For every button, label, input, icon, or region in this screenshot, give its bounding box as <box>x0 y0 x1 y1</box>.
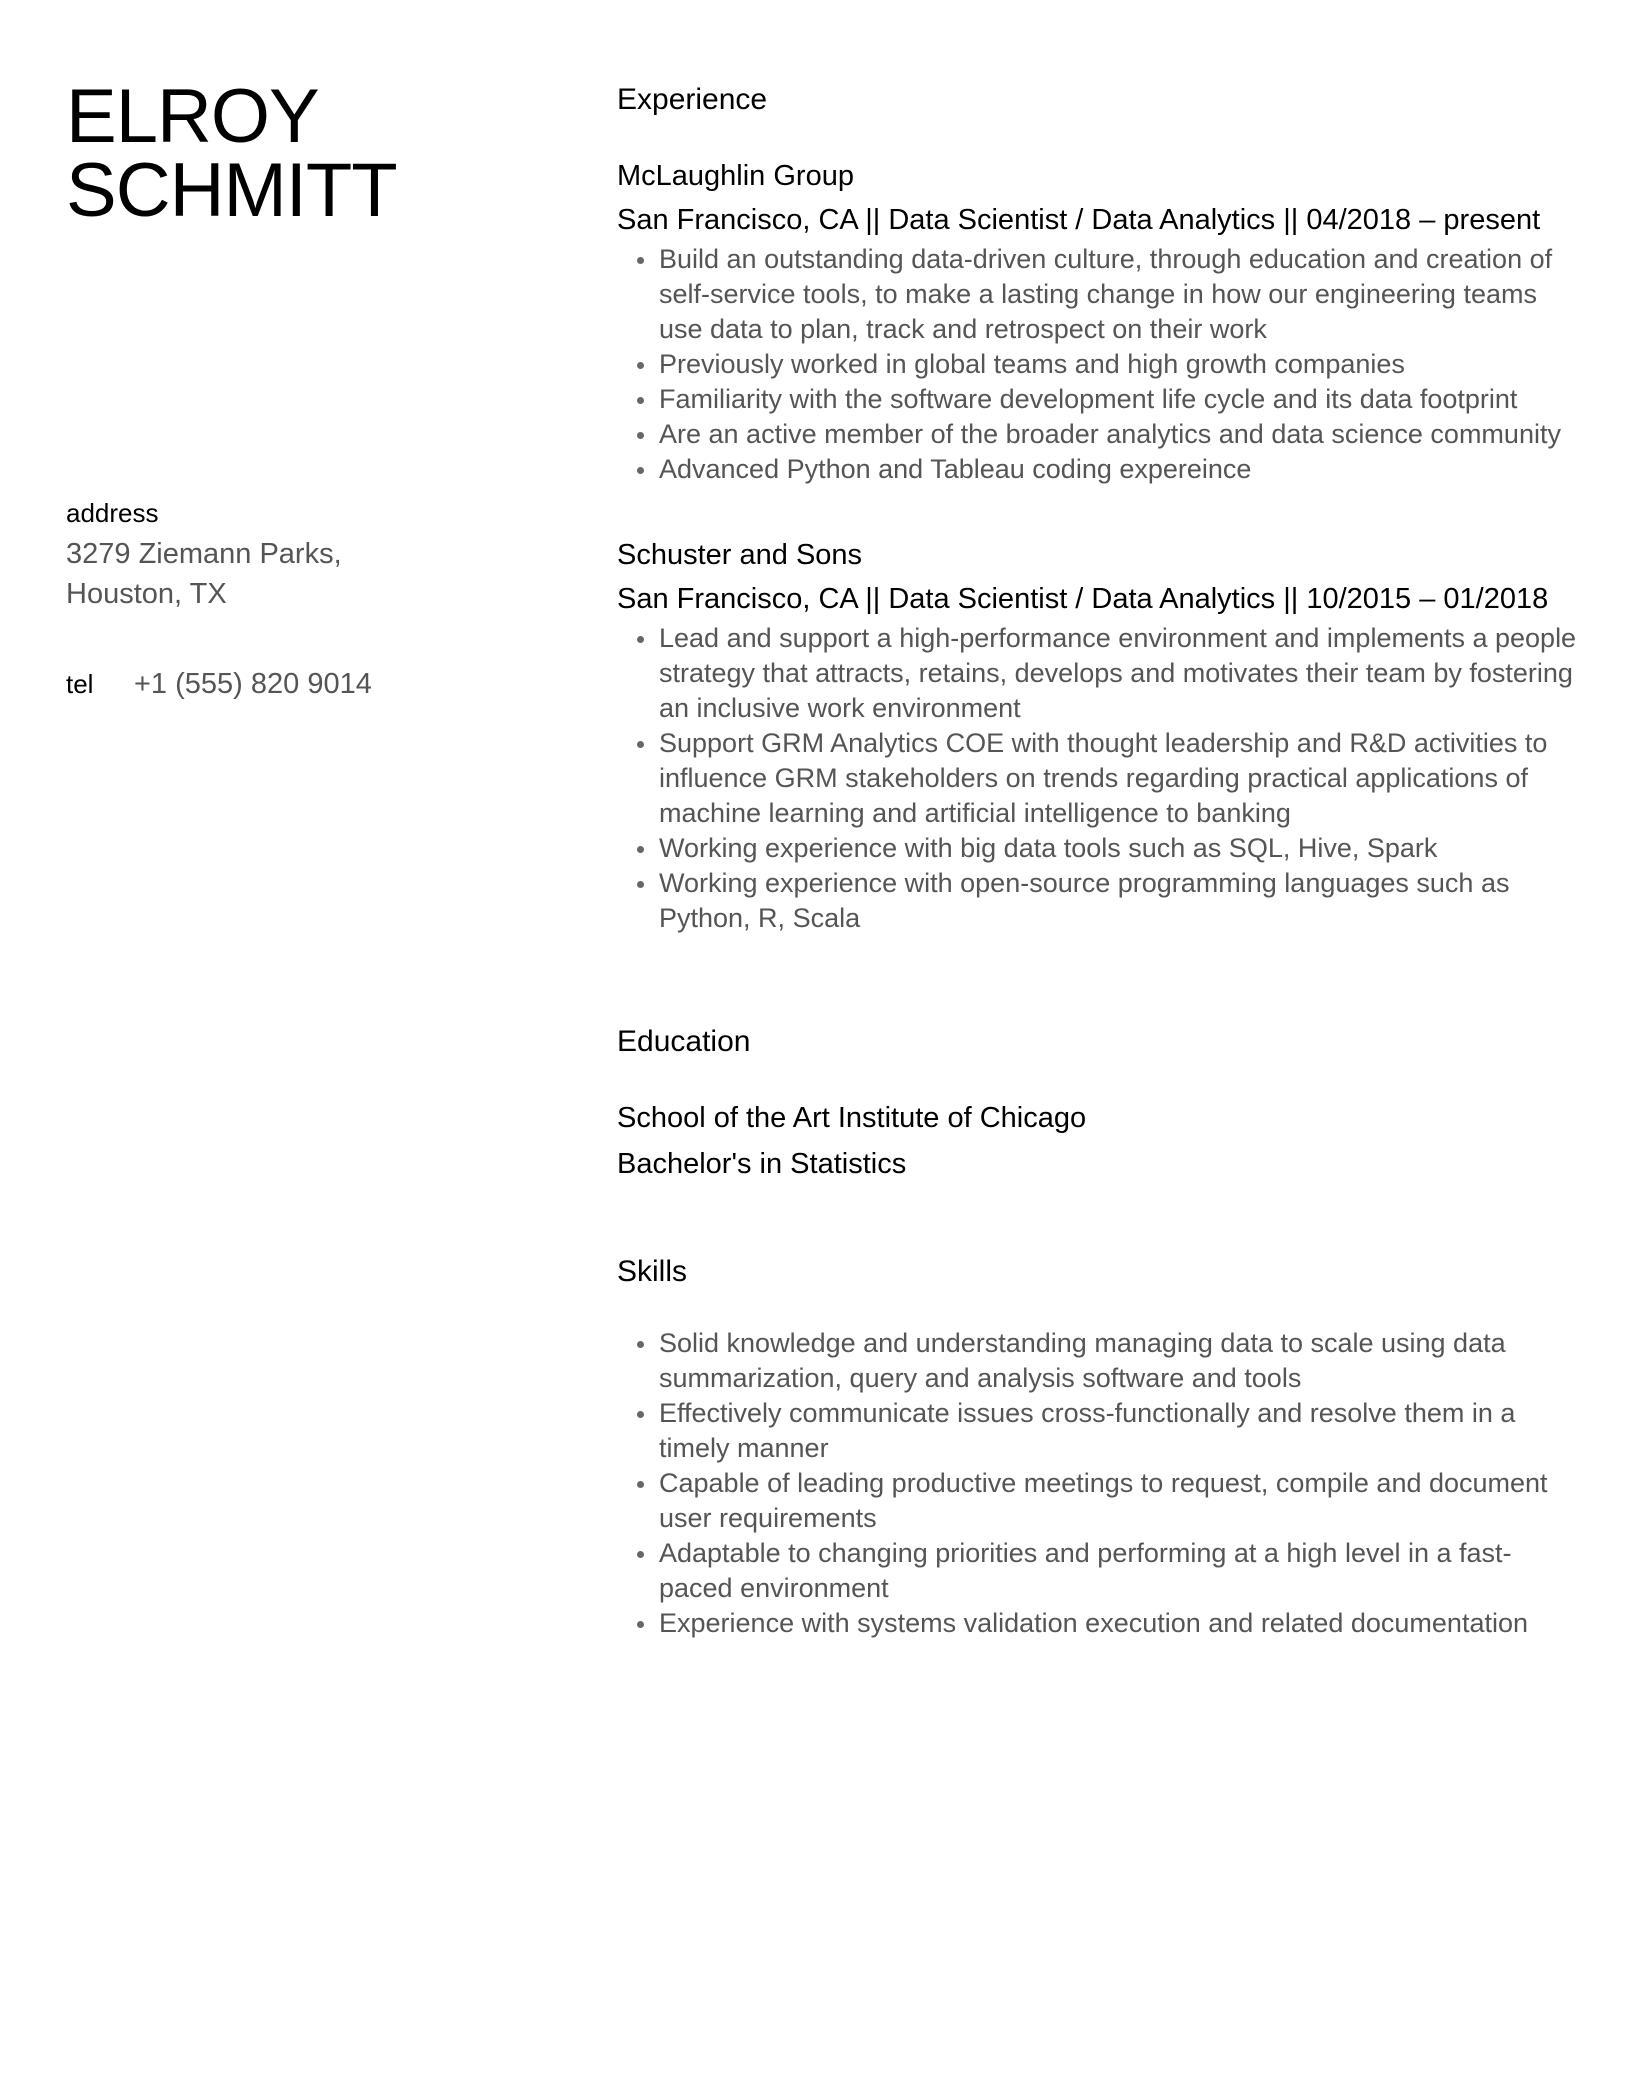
tel-value: +1 (555) 820 9014 <box>134 668 372 700</box>
job-entry <box>617 535 1577 936</box>
education-school: School of the Art Institute of Chicago <box>617 1102 1087 1134</box>
tel-row <box>66 664 372 704</box>
list-item: Experience with systems validation execution and related documentation <box>659 1606 1577 1641</box>
job-meta: San Francisco, CA || Data Scientist / Data Analytics || 10/2015 – 01/2018 <box>617 583 1549 615</box>
list-item: Lead and support a high-performance environment and implements a people strategy that attracts, retains, develops and motivates their team by fostering an inclusive work environment <box>659 621 1577 726</box>
experience-title: Experience <box>617 83 768 116</box>
list-item: Capable of leading productive meetings to request, compile and document user requirements <box>659 1466 1577 1536</box>
education-degree: Bachelor's in Statistics <box>617 1148 907 1180</box>
job-company: Schuster and Sons <box>617 539 863 571</box>
list-item: Support GRM Analytics COE with thought leadership and R&D activities to influence GRM stakeholders on trends regarding practical applications of machine learning and artificial intelligence to banking <box>659 726 1577 831</box>
list-item: Familiarity with the software development life cycle and its data footprint <box>659 382 1577 417</box>
job-company: McLaughlin Group <box>617 160 854 192</box>
list-item: Previously worked in global teams and high growth companies <box>659 347 1577 382</box>
job-entry <box>617 156 1577 487</box>
first-name: ELROY <box>66 74 319 159</box>
education-title: Education <box>617 1025 751 1058</box>
person-name <box>66 74 546 233</box>
list-item: Adaptable to changing priorities and performing at a high level in a fast-paced environment <box>659 1536 1577 1606</box>
skills-title: Skills <box>617 1255 688 1288</box>
job-bullets <box>617 621 1577 936</box>
list-item: Build an outstanding data-driven culture, through education and creation of self-service tools, to make a lasting change in how our engineering teams use data to plan, track and retrospect on their work <box>659 242 1577 347</box>
list-item: Effectively communicate issues cross-functionally and resolve them in a timely manner <box>659 1396 1577 1466</box>
list-item: Working experience with big data tools such as SQL, Hive, Spark <box>659 831 1577 866</box>
job-bullets <box>617 242 1577 487</box>
main-content <box>617 80 1577 1641</box>
skills-list <box>617 1326 1577 1641</box>
list-item: Are an active member of the broader analytics and data science community <box>659 417 1577 452</box>
name-block <box>66 74 546 233</box>
list-item: Solid knowledge and understanding managing data to scale using data summarization, query and analysis software and tools <box>659 1326 1577 1396</box>
education-entry <box>617 1098 1577 1184</box>
address-line-1: 3279 Ziemann Parks, <box>66 538 342 570</box>
job-meta: San Francisco, CA || Data Scientist / Data Analytics || 04/2018 – present <box>617 204 1541 236</box>
address-label: address <box>66 498 159 528</box>
list-item: Working experience with open-source programming languages such as Python, R, Scala <box>659 866 1577 936</box>
last-name: SCHMITT <box>66 148 397 233</box>
address-line-2: Houston, TX <box>66 578 227 610</box>
list-item: Advanced Python and Tableau coding expereince <box>659 452 1577 487</box>
tel-label: tel <box>66 669 94 699</box>
address-block <box>66 496 546 614</box>
